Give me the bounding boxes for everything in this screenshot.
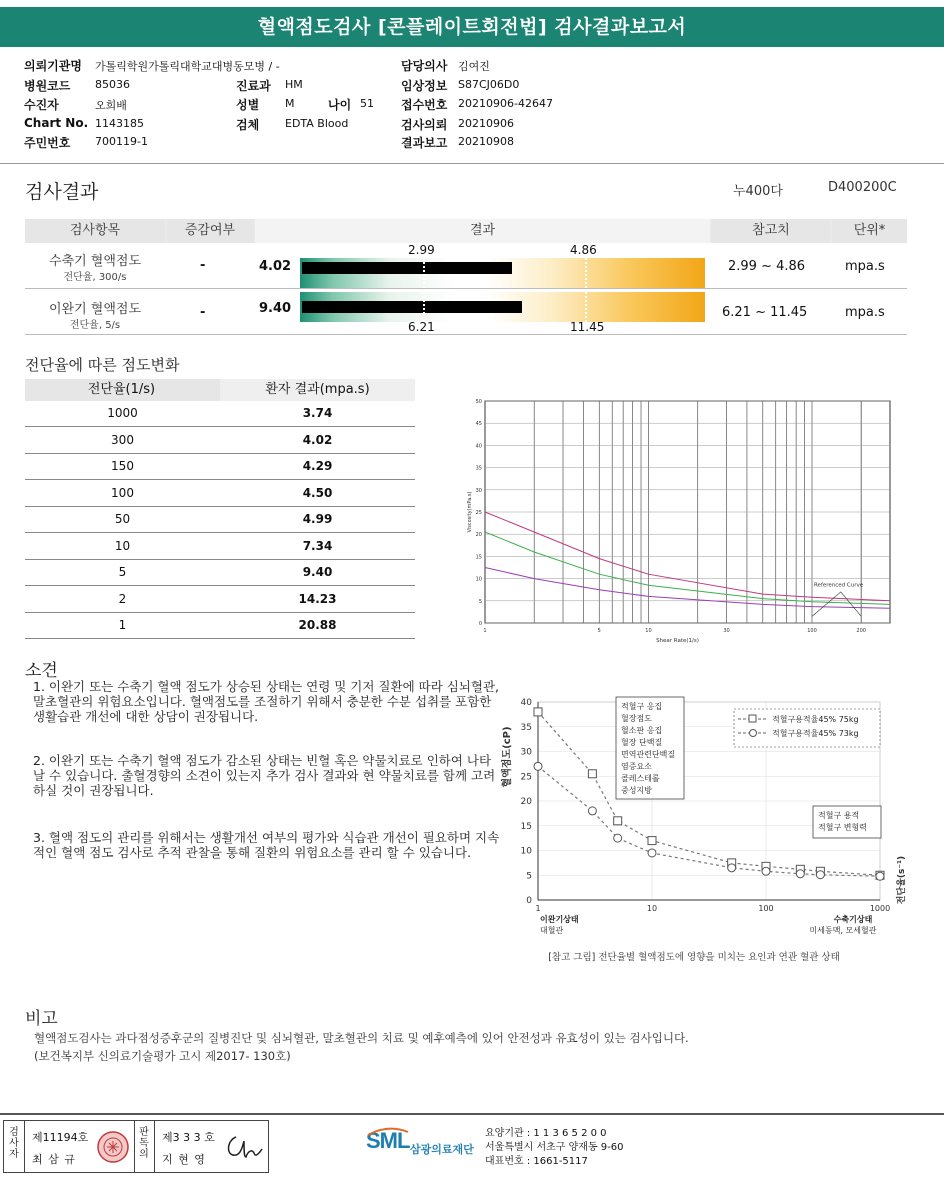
y-tick-label: 0	[478, 621, 482, 627]
flag: -	[200, 305, 206, 320]
shear-heading: 전단율에 따른 점도변화	[25, 356, 180, 374]
signature-box	[3, 1120, 269, 1173]
remarks-heading: 소견	[25, 661, 58, 681]
x-tick-label: 10	[645, 628, 652, 634]
factor-label: 적혈구 응집	[621, 702, 663, 711]
divider	[0, 1113, 944, 1115]
x-tick-label: 100	[807, 628, 817, 634]
hdr-label: 주민번호	[24, 136, 71, 150]
hdr-value: 김여진	[458, 60, 490, 73]
y-axis-label: Viscosity(mPa.s)	[467, 491, 473, 533]
factor-label: 면역관련단백질	[621, 750, 676, 759]
hdr-label: 검체	[236, 118, 260, 132]
patient-value: 14.23	[298, 591, 337, 606]
patient-value: 20.88	[298, 618, 337, 632]
signature	[222, 1131, 264, 1163]
high-marker	[585, 258, 587, 288]
high-label: 4.86	[570, 243, 597, 257]
y-tick-label: 15	[520, 821, 532, 832]
factor-label: 중성지방	[621, 786, 652, 795]
ref-range: 2.99 ~ 4.86	[728, 259, 806, 274]
x-tick-label: 10	[646, 904, 658, 913]
x-tick-label: 1000	[869, 904, 891, 913]
patient-value: 4.02	[302, 432, 333, 447]
y-tick-label: 20	[475, 532, 482, 539]
org-code: 요양기관 : 1 1 3 6 5 2 0 0	[485, 1128, 607, 1139]
y-tick-label: 10	[475, 576, 482, 583]
factor-box	[616, 697, 684, 799]
data-point	[588, 770, 596, 778]
shear-table-header	[25, 379, 415, 401]
legend-label: 적혈구용적율45% 73kg	[772, 729, 859, 738]
data-point	[588, 807, 596, 815]
high-label: 11.45	[570, 320, 605, 334]
table-row	[25, 587, 415, 613]
shear-rate: 5	[118, 565, 127, 579]
table-row	[25, 454, 415, 480]
hdr-value: 700119-1	[95, 135, 148, 148]
shear-rate: 10	[114, 538, 131, 553]
data-point	[648, 837, 656, 845]
y-tick-label: 5	[478, 598, 482, 605]
x-tick-label: 1	[535, 904, 541, 913]
shear-rate: 150	[111, 459, 134, 473]
reviewer-no: 제3 3 3 호	[162, 1131, 215, 1144]
shear-rate: 1	[118, 618, 127, 632]
table-row	[25, 507, 415, 533]
reference-figure-chart	[498, 690, 913, 970]
remark-1: 1. 이완기 또는 수축기 혈액 점도가 상승된 상태는 연령 및 기저 질환에 따라 심뇌혈관, 말초혈관의 위험요소입니다. 혈액점도를 조절하기 위해서 충분한 수분 섭취를 포함한 생활습관 개선에 대한 상담이 권장됩니다.	[33, 679, 500, 724]
factor-label: 적혈구 변형력	[818, 823, 867, 832]
low-marker	[423, 258, 425, 288]
shear-rate: 1000	[107, 406, 138, 420]
col-header: 증감여부	[167, 219, 253, 243]
x-label-right: 수축기상태	[833, 915, 873, 924]
patient-value: 4.29	[302, 459, 333, 473]
test-name: 수축기 혈액점도	[48, 254, 142, 269]
patient-value: 9.40	[302, 565, 333, 579]
y-tick-label: 25	[475, 510, 482, 516]
y-tick-label: 20	[520, 797, 532, 807]
test-sub: 전단율, 5/s	[69, 320, 121, 331]
x-tick-label: 1	[483, 628, 487, 634]
data-point	[648, 849, 656, 857]
table-row	[25, 534, 415, 560]
y-tick-label: 35	[520, 722, 532, 733]
hdr-label: 검사의뢰	[401, 118, 448, 132]
table-row	[25, 481, 415, 507]
unit: mpa.s	[845, 259, 885, 274]
test-name: 이완기 혈액점도	[48, 302, 142, 317]
x-tick-label: 200	[856, 628, 866, 634]
data-point	[816, 871, 824, 879]
col-header: 전단율(1/s)	[87, 382, 156, 397]
factor-label: 혈소판 응집	[621, 726, 663, 735]
patient-value: 4.99	[302, 512, 333, 526]
report-title: 혈액점도검사 [콘플레이트회전법] 검사결과보고서	[0, 7, 944, 47]
hdr-value: 1143185	[95, 117, 144, 130]
y-tick-label: 40	[520, 698, 532, 708]
hdr-label: 수진자	[24, 98, 59, 112]
hdr-value: M	[285, 97, 295, 110]
factor-label: 적혈구 용적	[818, 811, 860, 820]
table-row	[25, 613, 415, 639]
x-tick-label: 5	[597, 628, 601, 634]
hdr-value: HM	[285, 78, 303, 91]
y-tick-label: 40	[475, 443, 482, 450]
reviewer-label: 판독의	[139, 1127, 149, 1160]
y-tick-label: 30	[520, 747, 532, 758]
results-heading: 검사결과	[25, 181, 99, 203]
y-tick-label: 15	[475, 554, 482, 561]
org-phone: 대표번호 : 1661-5117	[485, 1156, 588, 1167]
col-header: 단위*	[832, 219, 907, 243]
hdr-label: Chart No.	[24, 116, 89, 130]
remark-2: 2. 이완기 또는 수축기 혈액 점도가 감소된 상태는 빈혈 혹은 약물치료로 인하여 나타날 수 있습니다. 출혈경향의 소견이 있는지 추가 검사 결과와 현 약물치료를 함께 고려하실 것이 권장됩니다.	[33, 753, 496, 798]
factor-label: 콜레스테롤	[621, 774, 660, 783]
remark-3: 3. 혈액 점도의 관리를 위해서는 생활개선 여부의 평가와 식습관 개선이 필요하며 지속적인 혈액 점도 검사로 추적 관찰을 통해 질환의 위험요소를 관리 할 수 있습니다.	[33, 830, 500, 860]
note-line-2: (보건복지부 신의료기술평가 고시 제2017- 130호)	[34, 1049, 291, 1063]
age-label: 나이	[328, 98, 352, 112]
hdr-value: EDTA Blood	[285, 117, 349, 130]
divider	[154, 1121, 155, 1172]
y-axis-label: 혈액점도(cP)	[502, 726, 513, 788]
high-marker	[585, 292, 587, 322]
x-label-left: 이완기상태	[540, 915, 579, 924]
y-axis-right-label: 전단율(s⁻¹)	[897, 855, 907, 905]
shear-rate: 50	[114, 512, 131, 526]
low-label: 2.99	[408, 243, 435, 257]
tester-no: 제11194호	[32, 1131, 89, 1144]
result-value: 9.40	[259, 301, 292, 316]
data-point	[534, 708, 542, 716]
ref-range: 6.21 ~ 11.45	[722, 305, 808, 320]
x-label-right-2: 미세동맥, 모세혈관	[809, 926, 877, 935]
data-point	[614, 817, 622, 825]
legend-marker	[749, 715, 756, 722]
legend-marker	[750, 730, 757, 737]
tester-label: 검사자	[9, 1127, 19, 1160]
col-header: 결과	[255, 219, 710, 243]
unit: mpa.s	[845, 305, 885, 320]
hdr-label: 접수번호	[401, 98, 448, 112]
factor-label: 혈장점도	[621, 714, 652, 723]
note-line-1: 혈액점도검사는 과다점성증후군의 질병진단 및 심뇌혈관, 말초혈관의 치료 및 예후예측에 있어 안전성과 유효성이 있는 검사입니다.	[34, 1031, 689, 1045]
shear-rate: 100	[111, 485, 134, 500]
factor-label: 혈장 단백질	[621, 738, 663, 747]
patient-value: 3.74	[302, 406, 333, 420]
hdr-value: 20210906-42647	[458, 97, 553, 110]
result-bar	[302, 262, 512, 274]
hdr-value: 20210906	[458, 117, 514, 130]
divider	[24, 1121, 25, 1172]
data-point	[614, 834, 622, 842]
factor-label: 염증요소	[621, 762, 652, 771]
flag: -	[200, 258, 206, 273]
low-label: 6.21	[408, 320, 435, 334]
col-header: 환자 결과(mpa.s)	[220, 379, 415, 401]
y-tick-label: 35	[475, 465, 482, 472]
y-tick-label: 5	[526, 871, 532, 882]
patient-value: 4.50	[302, 485, 333, 500]
shear-rate: 300	[111, 432, 134, 447]
org-name: 삼광의료재단	[410, 1143, 474, 1156]
hdr-value: 오희배	[95, 99, 127, 112]
table-row	[25, 428, 415, 454]
x-tick-label: 100	[758, 904, 774, 913]
divider	[0, 163, 944, 164]
data-point	[728, 864, 736, 872]
shear-rate: 2	[118, 591, 127, 606]
data-point	[534, 762, 542, 770]
annotation-label: Referenced Curve	[813, 582, 864, 589]
hdr-value: 85036	[95, 78, 130, 91]
table-row	[25, 560, 415, 586]
exam-code-2: D400200C	[828, 180, 897, 195]
y-tick-label: 0	[526, 896, 532, 906]
hdr-value: 가톨릭학원가톨릭대학교대병동모병 / -	[95, 60, 280, 73]
divider	[134, 1121, 135, 1172]
low-marker	[423, 292, 425, 322]
hdr-label: 의뢰기관명	[24, 59, 82, 73]
hdr-label: 진료과	[236, 79, 271, 93]
data-point	[796, 870, 804, 878]
hdr-label: 담당의사	[401, 59, 448, 73]
result-bar	[302, 301, 522, 313]
hdr-label: 결과보고	[401, 136, 448, 150]
age-value: 51	[360, 97, 374, 110]
seal-stamp	[96, 1130, 130, 1164]
org-address: 서울특별시 서초구 양재동 9-60	[485, 1142, 624, 1153]
x-axis-label: Shear Rate(1/s)	[656, 638, 699, 644]
logo-arc	[366, 1126, 410, 1136]
data-point	[876, 872, 884, 880]
table-row	[25, 401, 415, 427]
tester-name: 최 삼 규	[32, 1153, 76, 1166]
note-heading: 비고	[25, 1009, 58, 1029]
reviewer-name: 지 현 영	[162, 1153, 206, 1166]
hdr-value: 20210908	[458, 135, 514, 148]
y-tick-label: 50	[475, 399, 482, 405]
y-tick-label: 30	[475, 487, 482, 494]
divider	[25, 288, 907, 289]
hdr-value: S87CJ06D0	[458, 78, 520, 91]
result-value: 4.02	[259, 259, 292, 274]
viscosity-curve-chart	[465, 393, 905, 648]
exam-code: 누400다	[733, 184, 783, 199]
hdr-label: 병원코드	[24, 79, 71, 93]
col-header: 참고치	[712, 219, 830, 243]
figure-caption: [참고 그림] 전단율별 혈액점도에 영향을 미치는 요인과 연관 혈관 상태	[548, 952, 840, 963]
y-tick-label: 10	[520, 846, 532, 857]
divider	[25, 334, 907, 335]
test-sub: 전단율, 300/s	[63, 272, 127, 283]
results-table-header	[25, 219, 907, 243]
patient-value: 7.34	[302, 538, 333, 553]
data-point	[762, 867, 770, 875]
x-label-left-2: 대혈관	[540, 926, 564, 935]
y-tick-label: 25	[520, 772, 532, 783]
hdr-label: 성별	[236, 98, 260, 112]
col-header: 검사항목	[25, 219, 165, 243]
legend-label: 적혈구용적율45% 75kg	[772, 715, 859, 724]
y-tick-label: 45	[475, 421, 482, 428]
hdr-label: 임상정보	[401, 79, 448, 93]
org-short: SML	[366, 1128, 410, 1153]
x-tick-label: 30	[723, 628, 730, 634]
